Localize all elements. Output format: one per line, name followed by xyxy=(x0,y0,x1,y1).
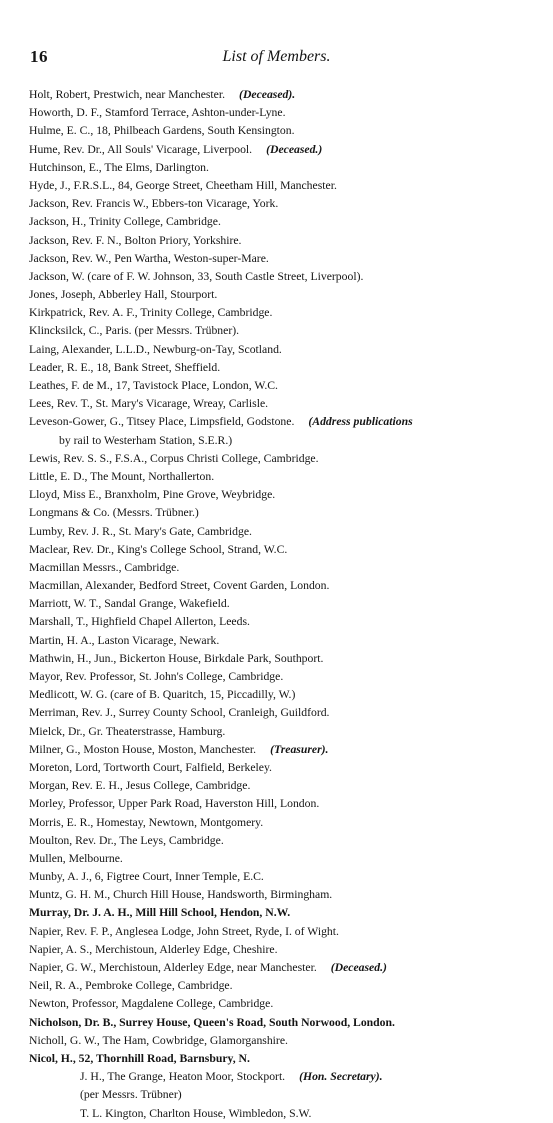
member-entry xyxy=(29,741,549,759)
member-entry xyxy=(29,504,549,522)
member-entry xyxy=(29,1068,549,1086)
member-entry-text: by rail to Westerham Station, S.E.R.) xyxy=(59,433,233,447)
member-entry-text: Mielck, Dr., Gr. Theaterstrasse, Hamburg. xyxy=(29,724,226,738)
member-entry xyxy=(29,959,549,977)
member-entry-text: (per Messrs. Trübner) xyxy=(80,1088,182,1102)
member-entry xyxy=(29,1050,549,1068)
member-entry xyxy=(29,559,549,577)
member-entry xyxy=(29,359,549,377)
member-entry-text: Leader, R. E., 18, Bank Street, Sheffield. xyxy=(29,360,221,374)
member-entry-text: Leveson-Gower, G., Titsey Place, Limpsfield, Godstone. xyxy=(29,415,295,429)
member-entry xyxy=(29,595,549,613)
member-entry-text: Martin, H. A., Laston Vicarage, Newark. xyxy=(29,633,220,647)
member-entry-text: Kirkpatrick, Rev. A. F., Trinity College, Cambridge. xyxy=(29,306,273,320)
member-entry xyxy=(29,213,549,231)
member-entry xyxy=(29,195,549,213)
member-entry-text: Napier, Rev. F. P., Anglesea Lodge, John Street, Ryde, I. of Wight. xyxy=(29,924,339,938)
member-entry xyxy=(29,904,549,922)
member-entry-text: Jackson, Rev. Francis W., Ebbers-ton Vicarage, York. xyxy=(29,197,279,211)
member-entry-text: Holt, Robert, Prestwich, near Manchester. xyxy=(29,88,226,101)
member-entry xyxy=(29,814,549,832)
member-entry-text: Moulton, Rev. Dr., The Leys, Cambridge. xyxy=(29,833,224,847)
member-entry xyxy=(29,632,549,650)
member-entry-text: Howorth, D. F., Stamford Terrace, Ashton-under-Lyne. xyxy=(29,106,286,120)
member-entry-note: (Deceased.) xyxy=(266,142,323,156)
member-list xyxy=(29,86,549,1123)
member-entry xyxy=(29,232,549,250)
member-entry xyxy=(29,377,549,395)
member-entry xyxy=(29,1105,549,1123)
member-entry xyxy=(29,759,549,777)
member-entry-text: J. H., The Grange, Heaton Moor, Stockport. xyxy=(80,1070,286,1084)
member-entry-note: (Address publications xyxy=(308,415,413,429)
member-entry xyxy=(29,668,549,686)
member-entry xyxy=(29,268,549,286)
member-entry-text: Hyde, J., F.R.S.L., 84, George Street, Cheetham Hill, Manchester. xyxy=(29,178,337,192)
member-entry-text: Longmans & Co. (Messrs. Trübner.) xyxy=(29,506,199,520)
member-entry xyxy=(29,995,549,1013)
member-entry xyxy=(29,886,549,904)
member-entry xyxy=(29,650,549,668)
member-entry-text: Lloyd, Miss E., Branxholm, Pine Grove, Weybridge. xyxy=(29,488,276,502)
member-entry xyxy=(29,250,549,268)
member-entry xyxy=(29,304,549,322)
running-title: List of Members. xyxy=(222,48,331,65)
member-entry-text: Napier, G. W., Merchistoun, Alderley Edge, near Manchester. xyxy=(29,961,317,974)
member-entry-text: Neil, R. A., Pembroke College, Cambridge. xyxy=(29,979,233,993)
member-entry xyxy=(29,613,549,631)
member-entry-note: (Hon. Secretary). xyxy=(299,1070,383,1084)
member-entry-text: Jackson, W. (care of F. W. Johnson, 33, South Castle Street, Liverpool). xyxy=(29,269,364,283)
member-entry-text: Marshall, T., Highfield Chapel Allerton, Leeds. xyxy=(29,615,250,629)
member-entry xyxy=(29,686,549,704)
member-entry-text: Hulme, E. C., 18, Philbeach Gardens, South Kensington. xyxy=(29,124,295,138)
member-entry-note: (Treasurer). xyxy=(270,742,329,756)
member-entry-text: Lees, Rev. T., St. Mary's Vicarage, Wreay, Carlisle. xyxy=(29,397,269,411)
member-entry-note: (Deceased.) xyxy=(330,961,387,974)
member-entry xyxy=(29,941,549,959)
member-entry xyxy=(29,159,549,177)
page-header xyxy=(0,47,553,71)
member-entry-text: Marriott, W. T., Sandal Grange, Wakefield. xyxy=(29,597,230,611)
member-entry xyxy=(29,432,549,450)
member-entry xyxy=(29,86,549,104)
member-entry xyxy=(29,395,549,413)
member-entry xyxy=(29,577,549,595)
member-entry xyxy=(29,486,549,504)
member-entry-text: Hume, Rev. Dr., All Souls' Vicarage, Liverpool. xyxy=(29,142,253,156)
member-entry xyxy=(29,523,549,541)
member-entry-text: Merriman, Rev. J., Surrey County School, Cranleigh, Guildford. xyxy=(29,706,330,720)
member-entry-text: Nicholson, Dr. B., Surrey House, Queen's Road, South Norwood, London. xyxy=(29,1015,395,1029)
member-entry-text: Mathwin, H., Jun., Bickerton House, Birkdale Park, Southport. xyxy=(29,651,324,665)
page-number: 16 xyxy=(30,47,48,66)
member-entry xyxy=(29,468,549,486)
member-entry xyxy=(29,322,549,340)
member-entry xyxy=(29,777,549,795)
member-entry-text: Napier, A. S., Merchistoun, Alderley Edge, Cheshire. xyxy=(29,942,278,956)
member-entry-text: Munby, A. J., 6, Figtree Court, Inner Temple, E.C. xyxy=(29,870,264,884)
member-entry xyxy=(29,413,549,431)
member-entry-text: Jackson, Rev. F. N., Bolton Priory, Yorkshire. xyxy=(29,233,242,247)
member-entry-text: Maclear, Rev. Dr., King's College School, Strand, W.C. xyxy=(29,542,288,556)
member-entry xyxy=(29,286,549,304)
member-entry-text: Jackson, H., Trinity College, Cambridge. xyxy=(29,215,221,229)
member-entry xyxy=(29,341,549,359)
member-entry xyxy=(29,1032,549,1050)
member-entry-text: Morris, E. R., Homestay, Newtown, Montgomery. xyxy=(29,815,264,829)
member-entry-text: Milner, G., Moston House, Moston, Manchester. xyxy=(29,742,257,756)
member-entry xyxy=(29,122,549,140)
member-entry-text: Jackson, Rev. W., Pen Wartha, Weston-super-Mare. xyxy=(29,251,269,265)
member-entry-text: Murray, Dr. J. A. H., Mill Hill School, Hendon, N.W. xyxy=(29,906,291,920)
member-entry-text: Mullen, Melbourne. xyxy=(29,851,123,865)
member-entry-text: Muntz, G. H. M., Church Hill House, Handsworth, Birmingham. xyxy=(29,888,333,902)
member-entry-text: Medlicott, W. G. (care of B. Quaritch, 15, Piccadilly, W.) xyxy=(29,688,296,702)
member-entry-text: Lumby, Rev. J. R., St. Mary's Gate, Cambridge. xyxy=(29,524,252,538)
member-entry-text: Moreton, Lord, Tortworth Court, Falfield, Berkeley. xyxy=(29,760,272,774)
member-entry-text: Laing, Alexander, L.L.D., Newburg-on-Tay, Scotland. xyxy=(29,342,282,356)
member-entry xyxy=(29,541,549,559)
member-entry xyxy=(29,141,549,159)
member-entry xyxy=(29,832,549,850)
member-entry xyxy=(29,450,549,468)
member-entry xyxy=(29,868,549,886)
member-entry-text: Nicol, H., 52, Thornhill Road, Barnsbury, N. xyxy=(29,1051,250,1065)
member-entry-text: Lewis, Rev. S. S., F.S.A., Corpus Christi College, Cambridge. xyxy=(29,451,319,465)
member-entry xyxy=(29,923,549,941)
member-entry xyxy=(29,104,549,122)
member-entry-text: T. L. Kington, Charlton House, Wimbledon, S.W. xyxy=(80,1106,312,1120)
member-entry-text: Morgan, Rev. E. H., Jesus College, Cambridge. xyxy=(29,779,251,793)
member-entry-text: Morley, Professor, Upper Park Road, Haverston Hill, London. xyxy=(29,797,320,811)
member-entry-text: Leathes, F. de M., 17, Tavistock Place, London, W.C. xyxy=(29,379,278,392)
member-entry-text: Mayor, Rev. Professor, St. John's College, Cambridge. xyxy=(29,670,284,683)
member-entry xyxy=(29,704,549,722)
member-entry-text: Newton, Professor, Magdalene College, Cambridge. xyxy=(29,997,274,1011)
member-entry-text: Klincksilck, C., Paris. (per Messrs. Trübner). xyxy=(29,324,240,338)
member-entry xyxy=(29,1086,549,1104)
member-entry xyxy=(29,177,549,195)
member-entry-text: Jones, Joseph, Abberley Hall, Stourport. xyxy=(29,288,218,302)
member-entry xyxy=(29,977,549,995)
member-entry-text: Nicholl, G. W., The Ham, Cowbridge, Glamorganshire. xyxy=(29,1033,288,1047)
member-entry xyxy=(29,1014,549,1032)
member-entry-note: (Deceased). xyxy=(239,88,296,101)
member-entry-text: Hutchinson, E., The Elms, Darlington. xyxy=(29,160,209,174)
member-entry xyxy=(29,795,549,813)
member-entry xyxy=(29,850,549,868)
member-entry-text: Macmillan, Alexander, Bedford Street, Covent Garden, London. xyxy=(29,579,330,593)
member-entry-text: Little, E. D., The Mount, Northallerton. xyxy=(29,469,215,483)
member-entry-text: Macmillan Messrs., Cambridge. xyxy=(29,560,180,574)
member-entry xyxy=(29,723,549,741)
